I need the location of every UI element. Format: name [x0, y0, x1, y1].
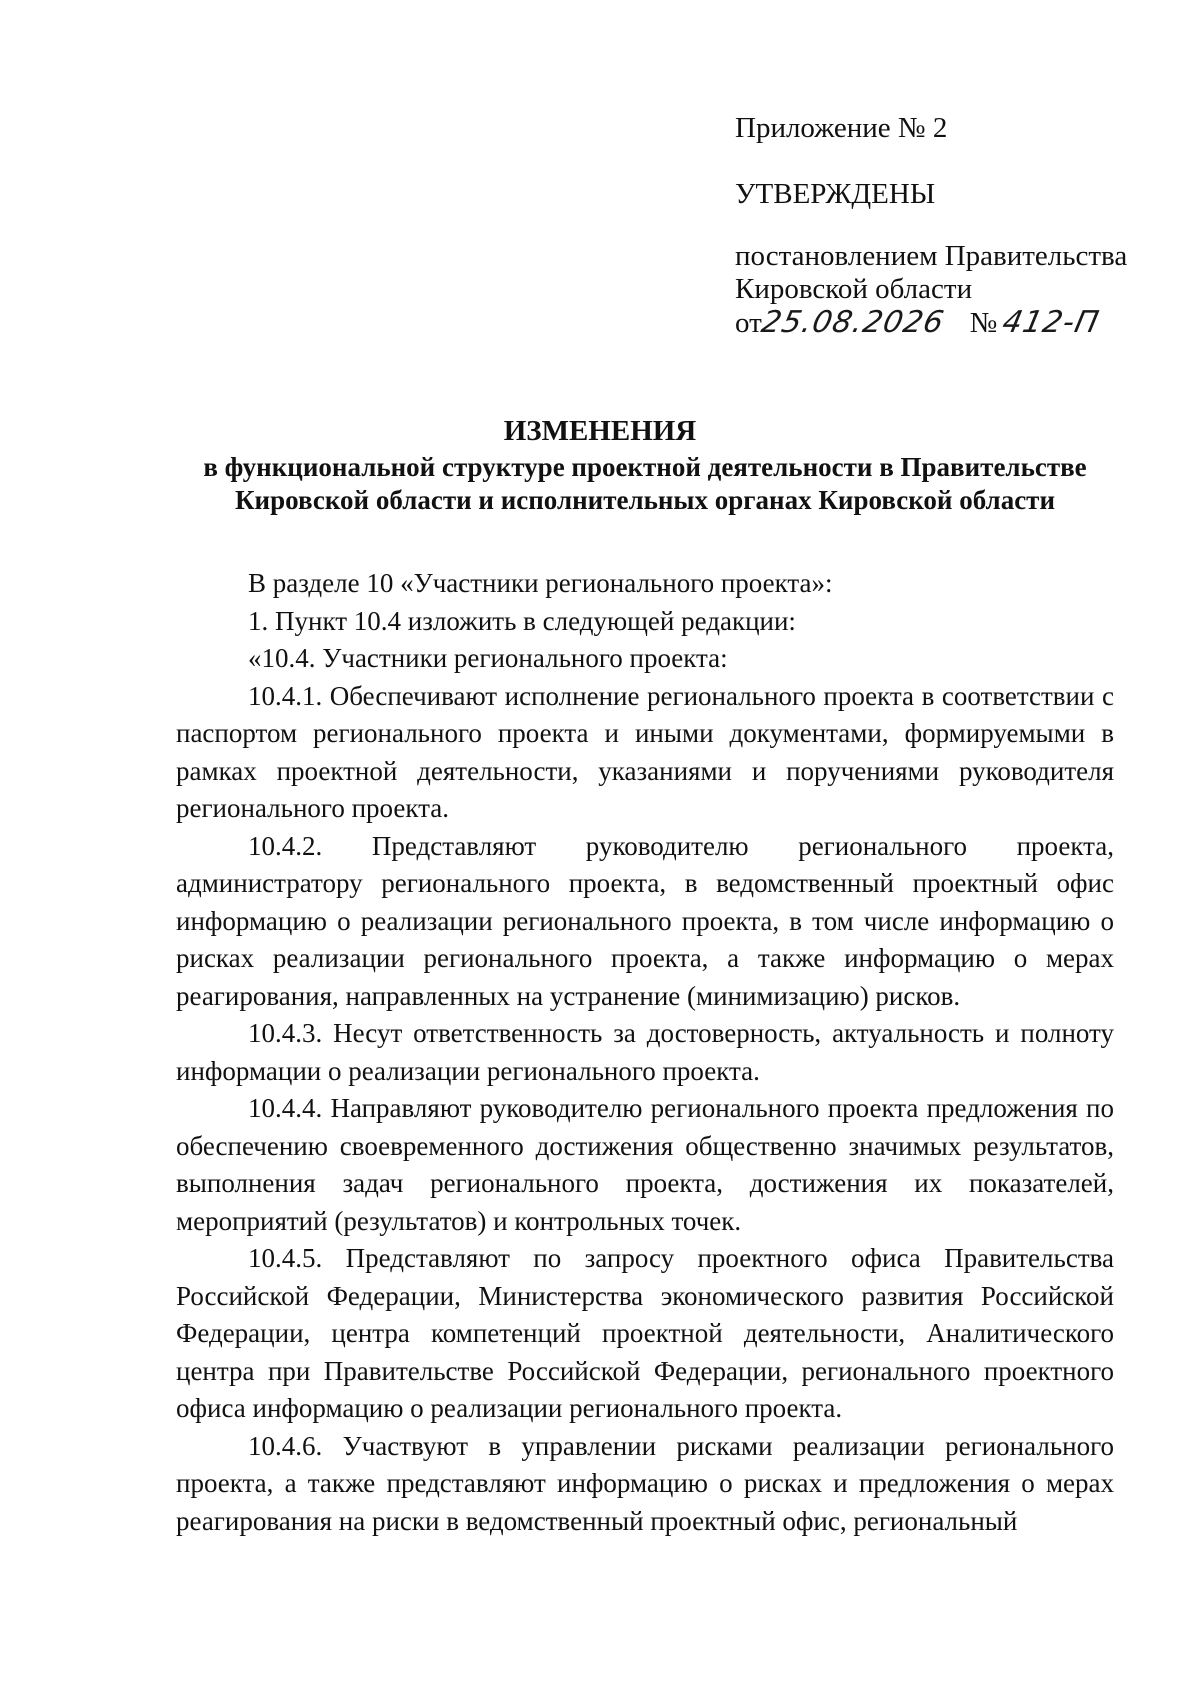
resolution-line-1: постановлением Правительства	[735, 240, 1128, 272]
paragraph-10-4-6: 10.4.6. Участвуют в управлении рисками реализации регионального проекта, а также представляют информацию о рисках и предложения о мерах реагирования на риски в ведомственный проектный офис, региональный	[176, 1430, 1114, 1536]
approved-label: УТВЕРЖДЕНЫ	[735, 178, 936, 210]
resolution-block	[735, 240, 1127, 340]
paragraph-item-1: 1. Пункт 10.4 изложить в следующей редакции:	[248, 605, 796, 636]
paragraph-10-4: «10.4. Участники регионального проекта:	[248, 643, 728, 673]
document-title: ИЗМЕНЕНИЯ	[503, 415, 697, 447]
appendix-label: Приложение № 2	[735, 112, 948, 144]
paragraph-10-4-4: 10.4.4. Направляют руководителю регионального проекта предложения по обеспечению своевременного достижения общественно значимых результатов, выполнения задач регионального проекта, достижения их показателей, мероприятий (результатов) и контрольных точек.	[176, 1093, 1114, 1236]
handwritten-date: 25.08.2026	[758, 305, 948, 340]
paragraph-10-4-3: 10.4.3. Несут ответственность за достоверность, актуальность и полноту информации о реализации регионального проекта.	[176, 1018, 1114, 1086]
paragraph-10-4-1: 10.4.1. Обеспечивают исполнение регионального проекта в соответствии с паспортом регионального проекта и иными документами, формируемыми в рамках проектной деятельности, указаниями и поручениями руководителя регионального проекта.	[176, 680, 1114, 823]
resolution-line-2: Кировской области	[735, 273, 973, 305]
paragraph-10-4-2: 10.4.2. Представляют руководителю регионального проекта, администратору регионального проекта, в ведомственный проектный офис информацию о реализации регионального проекта, в том числе информацию о рисках реализации регионального проекта, а также информацию о мерах реагирования, направленных на устранение (минимизацию) рисков.	[176, 830, 1114, 1011]
paragraph-10-4-5: 10.4.5. Представляют по запросу проектного офиса Правительства Российской Федерации, Министерства экономического развития Российской Федерации, центра компетенций проектной деятельности, Аналитического центра при Правительстве Российской Федерации, регионального проектного офиса информацию о реализации регионального проекта.	[176, 1243, 1114, 1423]
resolution-date-number-line	[735, 306, 1127, 340]
document-subtitle: в функциональной структуре проектной деятельности в Правительстве Кировской области и исполнительных органах Кировской области	[203, 452, 1087, 515]
date-prefix: от	[735, 307, 762, 339]
document-body	[176, 565, 1114, 1540]
number-prefix: №	[969, 307, 998, 339]
handwritten-number: 412-П	[999, 305, 1103, 340]
paragraph-intro: В разделе 10 «Участники регионального проекта»:	[248, 568, 833, 598]
